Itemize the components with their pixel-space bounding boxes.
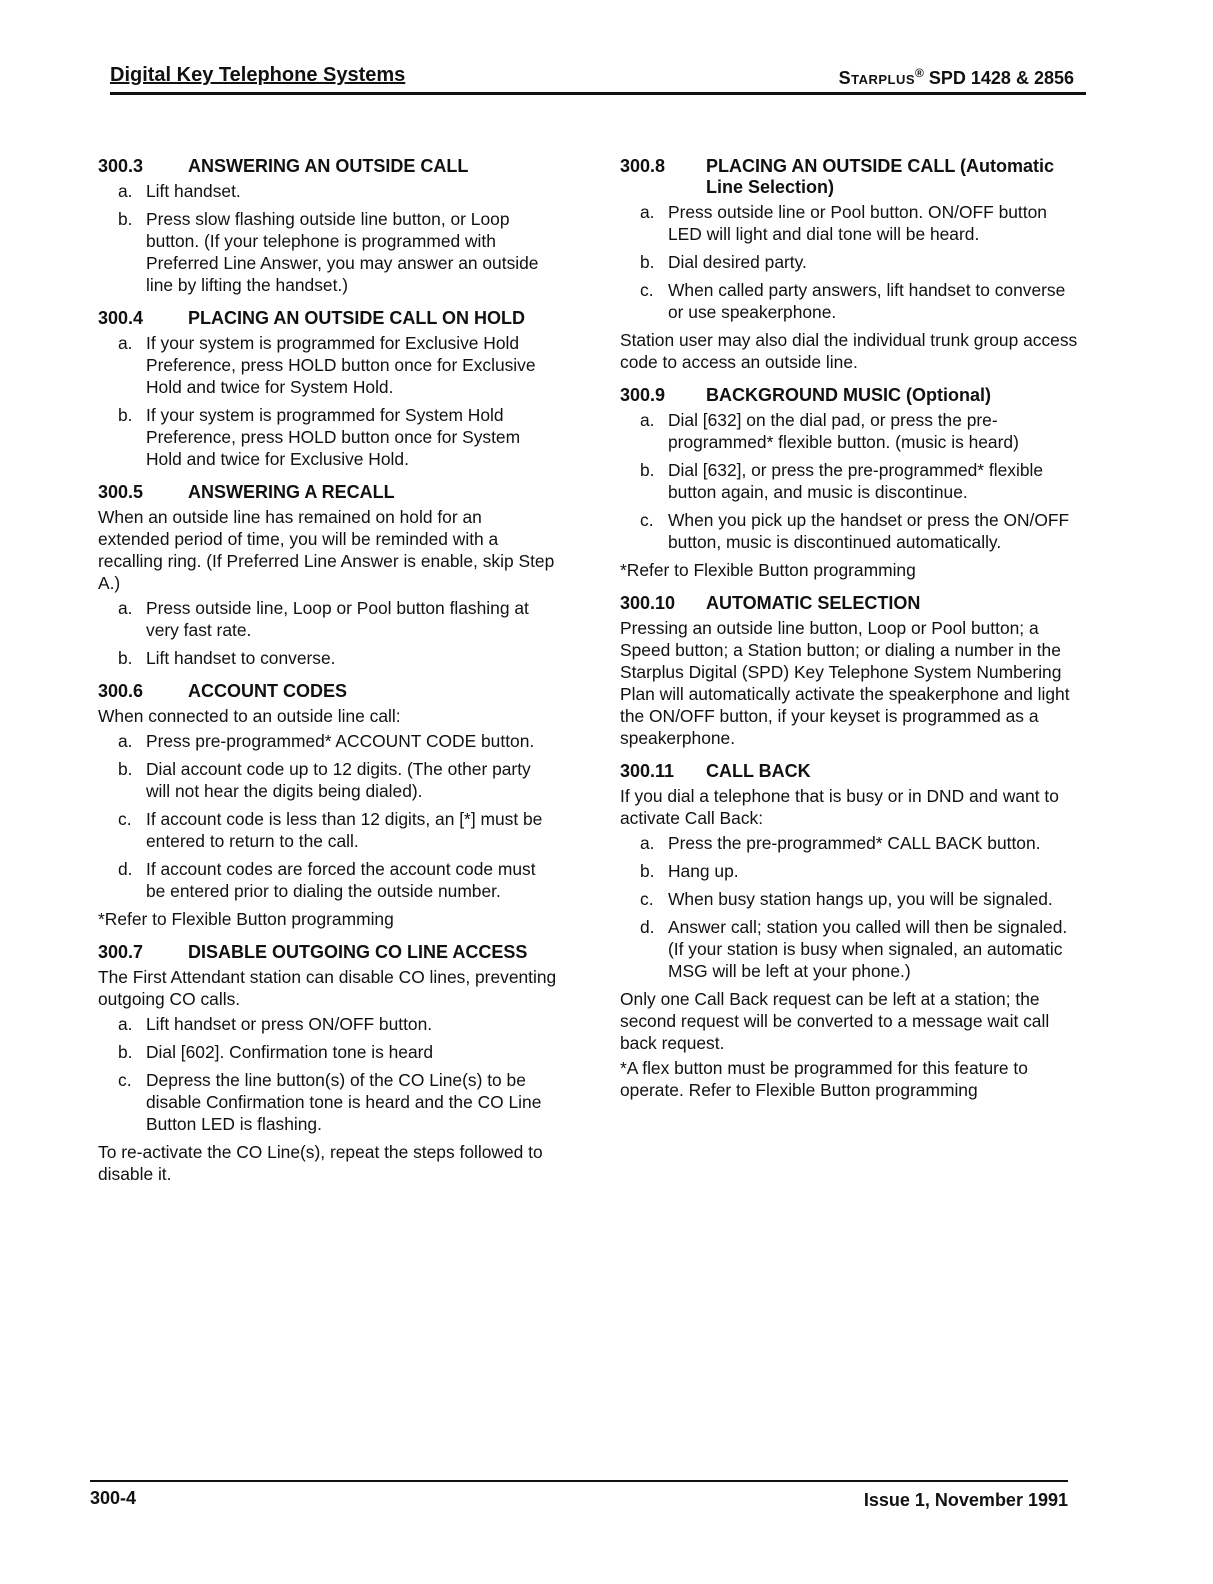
step-list <box>98 730 558 902</box>
step-letter: a. <box>640 202 655 222</box>
step-item <box>620 832 1080 854</box>
section-heading <box>98 942 558 963</box>
section-title: CALL BACK <box>706 761 811 781</box>
step-text: Lift handset to converse. <box>146 648 336 668</box>
step-letter: d. <box>118 859 133 879</box>
section-heading <box>620 385 1080 406</box>
section-300-10 <box>620 593 1080 749</box>
page-footer <box>90 1480 1068 1510</box>
step-text: Press the pre-programmed* CALL BACK button. <box>668 833 1041 853</box>
section-300-11 <box>620 761 1080 1101</box>
step-text: Dial [632], or press the pre-programmed* flexible button again, and music is discontinue. <box>668 460 1044 502</box>
step-item <box>98 332 558 398</box>
step-text: Hang up. <box>668 861 739 881</box>
section-title: AUTOMATIC SELECTION <box>706 593 921 613</box>
header-model: SPD 1428 & 2856 <box>923 68 1074 88</box>
section-number: 300.10 <box>620 593 676 613</box>
step-list <box>620 832 1080 982</box>
step-text: Lift handset. <box>146 181 241 201</box>
section-intro: When connected to an outside line call: <box>98 706 401 726</box>
section-number: 300.9 <box>620 385 666 405</box>
step-list <box>98 180 558 296</box>
step-text: If your system is programmed for System Hold Preference, press HOLD button once for System Hold and twice for Exclusive Hold. <box>146 405 521 469</box>
section-300-7 <box>98 942 558 1185</box>
section-heading <box>620 156 1080 198</box>
page-header <box>110 62 1086 95</box>
step-letter: b. <box>118 759 133 779</box>
section-heading <box>620 593 1080 614</box>
step-item <box>98 1013 558 1035</box>
section-title: PLACING AN OUTSIDE CALL (Automatic Line Selection) <box>706 156 1055 197</box>
step-item <box>98 647 558 669</box>
step-letter: a. <box>118 1014 133 1034</box>
step-letter: a. <box>118 598 133 618</box>
section-note: Only one Call Back request can be left at a station; the second request will be converted to a message wait call back request. <box>620 989 1050 1053</box>
step-list <box>98 1013 558 1135</box>
step-item <box>620 279 1080 323</box>
section-number: 300.5 <box>98 482 144 502</box>
section-title: DISABLE OUTGOING CO LINE ACCESS <box>188 942 528 962</box>
step-text: When busy station hangs up, you will be signaled. <box>668 889 1053 909</box>
section-title: PLACING AN OUTSIDE CALL ON HOLD <box>188 308 525 328</box>
step-text: Dial [632] on the dial pad, or press the pre-programmed* flexible button. (music is heard) <box>668 410 1019 452</box>
section-300-4 <box>98 308 558 470</box>
header-brand: Starplus <box>838 68 916 88</box>
step-list <box>620 201 1080 323</box>
step-letter: a. <box>640 833 655 853</box>
section-number: 300.6 <box>98 681 144 701</box>
section-300-6 <box>98 681 558 930</box>
step-text: When you pick up the handset or press the ON/OFF button, music is discontinued automatically. <box>668 510 1070 552</box>
step-text: Dial account code up to 12 digits. (The other party will not hear the digits being dialed). <box>146 759 531 801</box>
section-intro: The First Attendant station can disable CO lines, preventing outgoing CO calls. <box>98 967 557 1009</box>
section-number: 300.8 <box>620 156 666 176</box>
step-letter: d. <box>640 917 655 937</box>
section-note: *Refer to Flexible Button programming <box>620 560 916 580</box>
step-text: If your system is programmed for Exclusive Hold Preference, press HOLD button once for Exclusive Hold and twice for System Hold. <box>146 333 536 397</box>
step-text: Lift handset or press ON/OFF button. <box>146 1014 433 1034</box>
step-item <box>98 730 558 752</box>
section-300-9 <box>620 385 1080 581</box>
registered-mark: ® <box>915 66 924 80</box>
step-item <box>98 180 558 202</box>
step-list <box>98 332 558 470</box>
step-item <box>620 860 1080 882</box>
section-intro: If you dial a telephone that is busy or in DND and want to activate Call Back: <box>620 786 1059 828</box>
step-letter: a. <box>118 181 133 201</box>
step-letter: c. <box>640 889 654 909</box>
step-item <box>98 808 558 852</box>
section-heading <box>98 156 558 177</box>
step-letter: c. <box>640 510 654 530</box>
step-text: Press slow flashing outside line button, or Loop button. (If your telephone is programmed with Preferred Line Answer, you may answer an outside line by lifting the handset.) <box>146 209 539 295</box>
step-item <box>98 758 558 802</box>
step-letter: b. <box>118 1042 133 1062</box>
section-title: ANSWERING A RECALL <box>188 482 395 502</box>
section-footnote: *A flex button must be programmed for this feature to operate. Refer to Flexible Button programming <box>620 1058 1028 1100</box>
header-product <box>839 66 1074 89</box>
section-note: Station user may also dial the individual trunk group access code to access an outside line. <box>620 330 1078 372</box>
section-heading <box>98 681 558 702</box>
step-item <box>620 916 1080 982</box>
step-letter: c. <box>118 1070 132 1090</box>
section-number: 300.11 <box>620 761 675 781</box>
step-item <box>620 459 1080 503</box>
step-item <box>620 888 1080 910</box>
step-list <box>98 597 558 669</box>
step-text: Depress the line button(s) of the CO Line(s) to be disable Confirmation tone is heard and the CO Line Button LED is flashing. <box>146 1070 542 1134</box>
step-item <box>98 404 558 470</box>
step-text: When called party answers, lift handset to converse or use speakerphone. <box>668 280 1066 322</box>
section-300-3 <box>98 156 558 296</box>
section-300-8 <box>620 156 1080 373</box>
step-text: Press outside line or Pool button. ON/OFF button LED will light and dial tone will be heard. <box>668 202 1047 244</box>
step-letter: c. <box>640 280 654 300</box>
step-letter: a. <box>640 410 655 430</box>
step-letter: b. <box>118 648 133 668</box>
step-letter: b. <box>640 252 655 272</box>
section-number: 300.4 <box>98 308 144 328</box>
left-column <box>98 150 558 1197</box>
section-number: 300.3 <box>98 156 144 176</box>
section-heading <box>98 308 558 329</box>
step-text: Answer call; station you called will then be signaled. (If your station is busy when signaled, an automatic MSG will be left at your phone.) <box>668 917 1068 981</box>
section-number: 300.7 <box>98 942 144 962</box>
section-heading <box>98 482 558 503</box>
section-title: ACCOUNT CODES <box>188 681 348 701</box>
step-item <box>98 858 558 902</box>
step-list <box>620 409 1080 553</box>
section-intro: When an outside line has remained on hold for an extended period of time, you will be reminded with a recalling ring. (If Preferred Line Answer is enable, skip Step A.) <box>98 507 555 593</box>
step-letter: b. <box>118 209 133 229</box>
step-letter: b. <box>640 861 655 881</box>
section-title: BACKGROUND MUSIC (Optional) <box>706 385 991 405</box>
page-number: 300-4 <box>90 1488 137 1508</box>
step-letter: a. <box>118 333 133 353</box>
step-item <box>620 201 1080 245</box>
step-text: If account code is less than 12 digits, an [*] must be entered to return to the call. <box>146 809 543 851</box>
step-letter: a. <box>118 731 133 751</box>
step-text: If account codes are forced the account code must be entered prior to dialing the outside number. <box>146 859 536 901</box>
section-300-5 <box>98 482 558 669</box>
section-note: *Refer to Flexible Button programming <box>98 909 394 929</box>
section-title: ANSWERING AN OUTSIDE CALL <box>188 156 469 176</box>
section-intro: Pressing an outside line button, Loop or Pool button; a Speed button; a Station button; or dialing a number in the Starplus Digital (SPD) Key Telephone System Numbering Plan will automatically activate the speakerphone and light the ON/OFF button, if your keyset is programmed as a speakerphone. <box>620 618 1070 748</box>
step-item <box>98 597 558 641</box>
section-heading <box>620 761 1080 782</box>
step-item <box>98 208 558 296</box>
step-text: Dial desired party. <box>668 252 807 272</box>
step-text: Press outside line, Loop or Pool button flashing at very fast rate. <box>146 598 529 640</box>
step-item <box>620 409 1080 453</box>
header-title: Digital Key Telephone Systems <box>110 64 406 86</box>
step-letter: b. <box>118 405 133 425</box>
right-column <box>620 150 1080 1113</box>
step-text: Dial [602]. Confirmation tone is heard <box>146 1042 434 1062</box>
step-letter: c. <box>118 809 132 829</box>
step-item <box>98 1069 558 1135</box>
step-item <box>620 251 1080 273</box>
step-text: Press pre-programmed* ACCOUNT CODE button. <box>146 731 535 751</box>
step-item <box>98 1041 558 1063</box>
section-note: To re-activate the CO Line(s), repeat the steps followed to disable it. <box>98 1142 543 1184</box>
step-item <box>620 509 1080 553</box>
step-letter: b. <box>640 460 655 480</box>
issue-date: Issue 1, November 1991 <box>863 1490 1068 1510</box>
